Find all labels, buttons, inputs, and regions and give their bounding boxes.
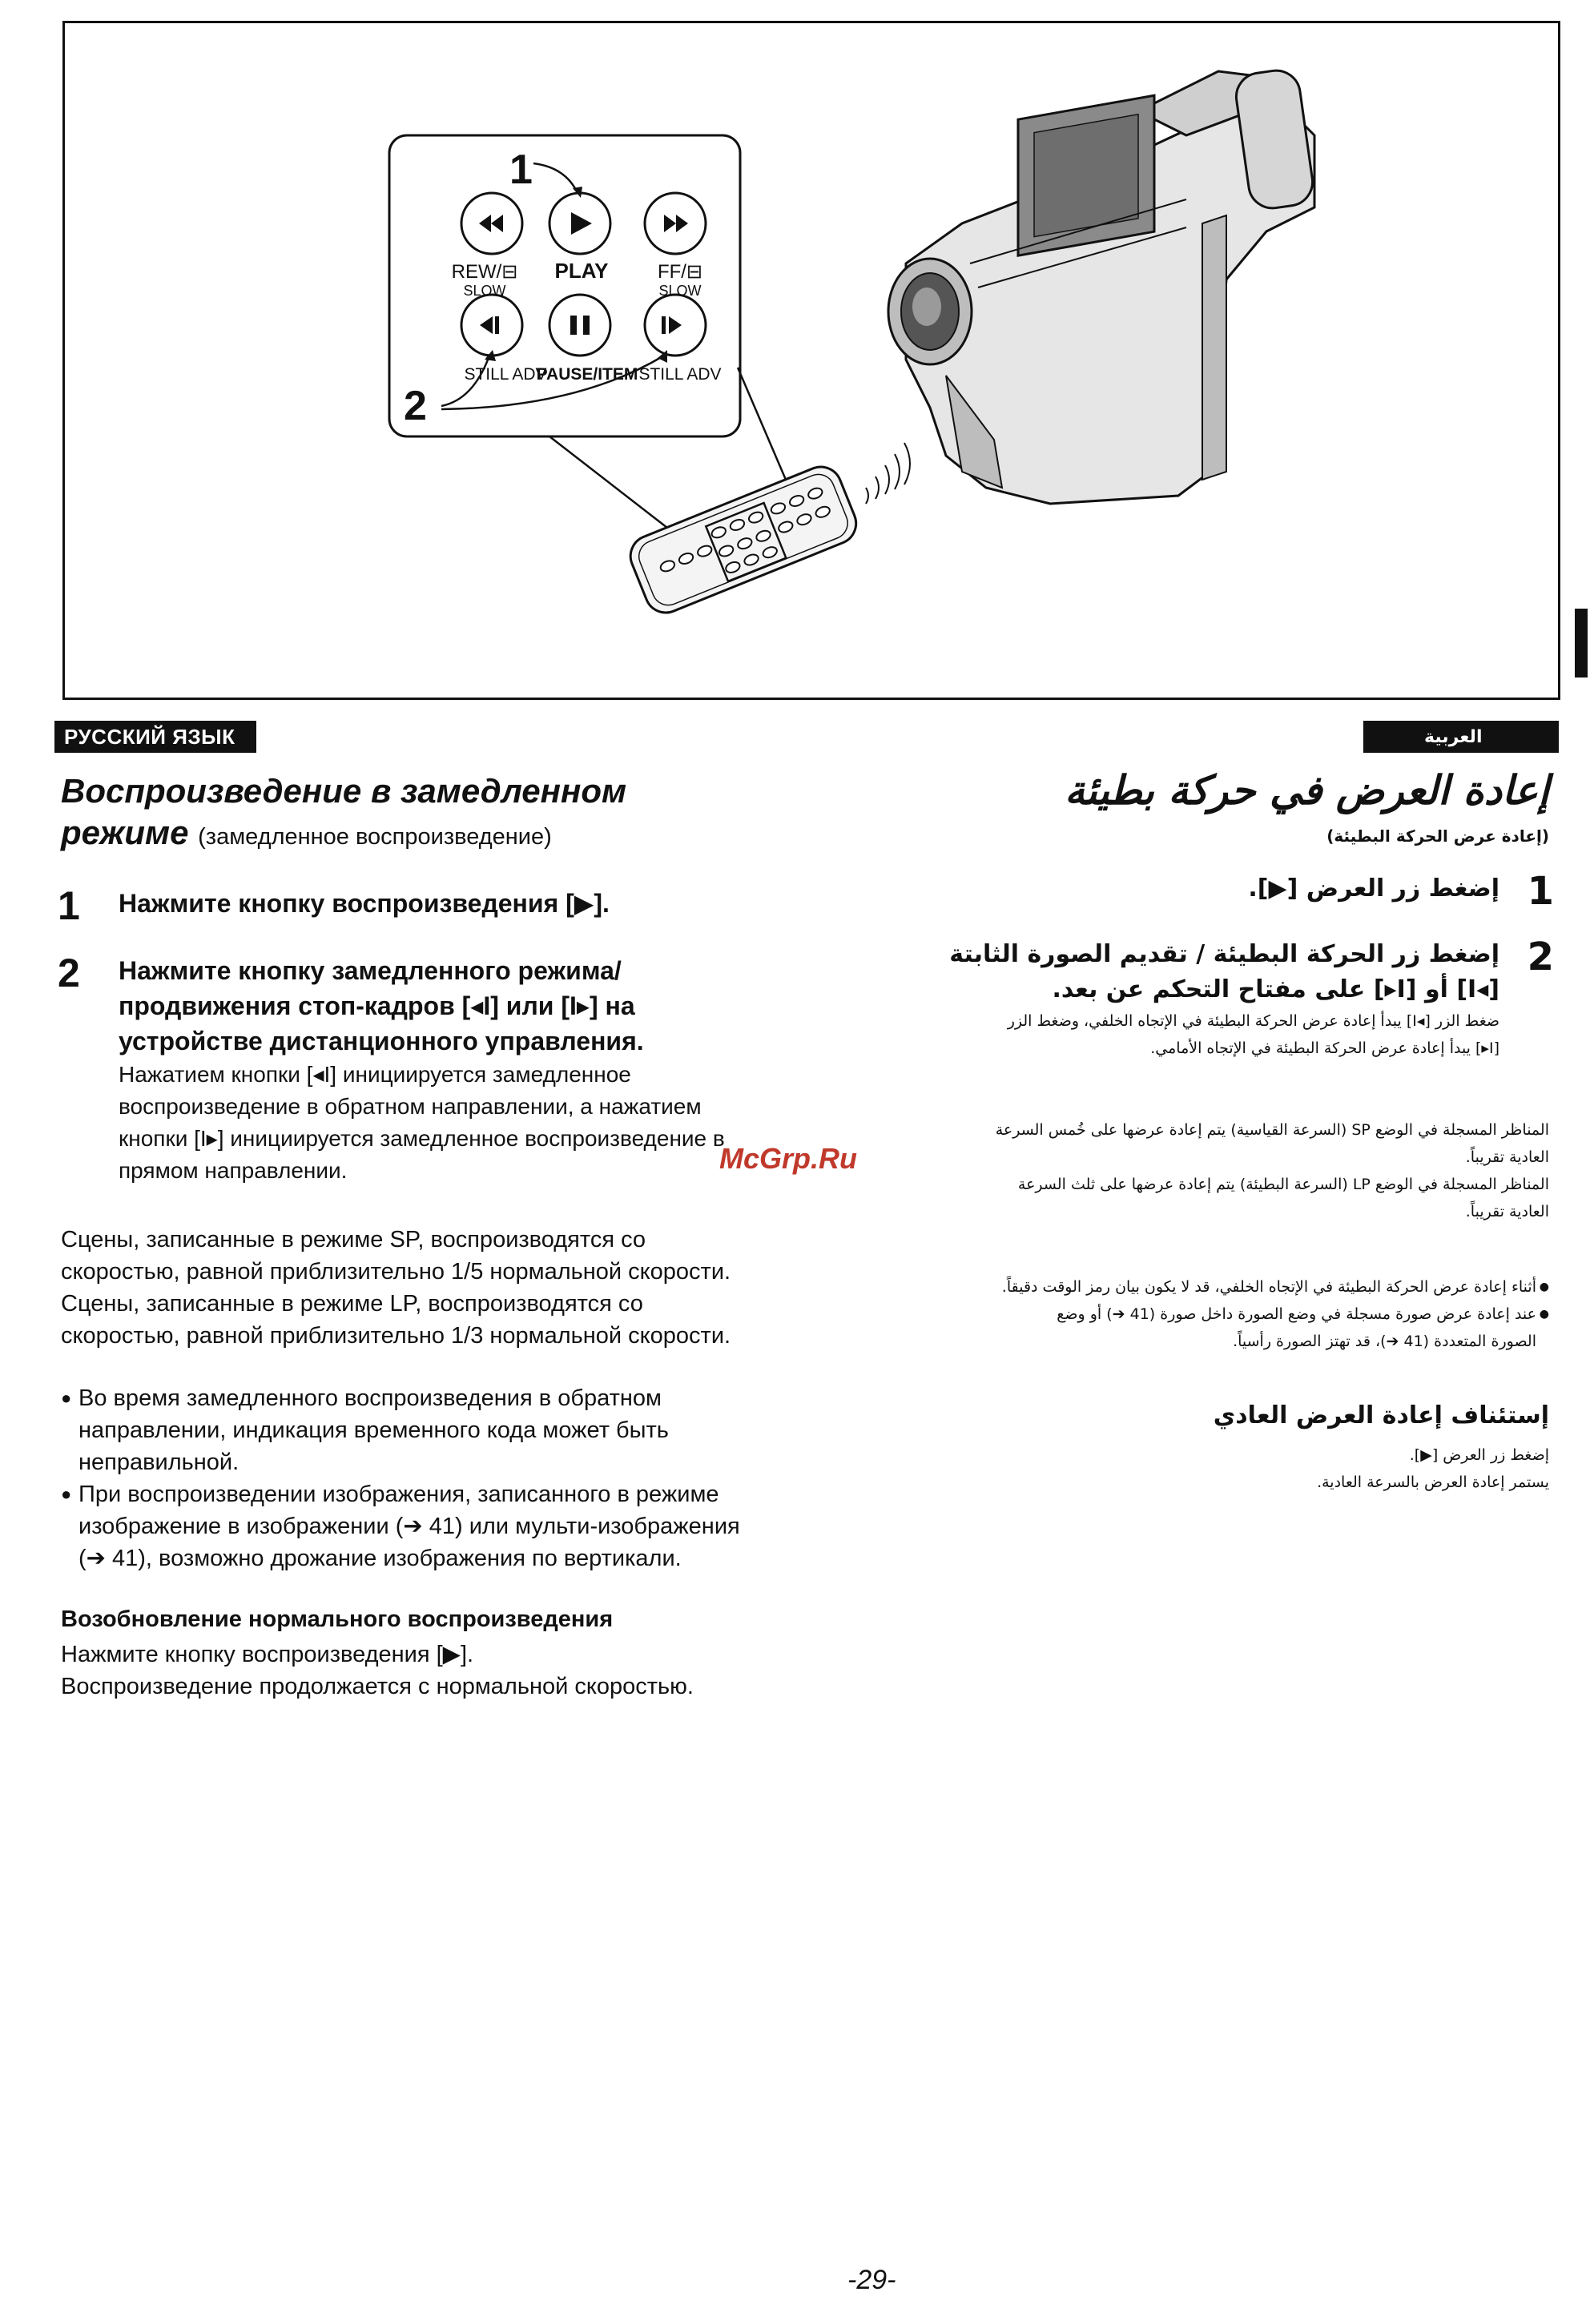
remote-camera-illustration: [65, 23, 1558, 698]
ff-label: FF/⊟: [657, 261, 703, 283]
ar-step-1: 1 إضغط زر العرض [▶].: [1248, 869, 1554, 914]
ar-bullet-1: ● أثناء إعادة عرض الحركة البطيئة في الإتجاه الخلفي، قد لا يكون بيان رمز الوقت دقيقاً.: [892, 1273, 1549, 1301]
page-edge-tab: [1575, 609, 1588, 677]
ru-title-subtitle: (замедленное воспроизведение): [198, 824, 552, 850]
ar-section-title: إعادة العرض في حركة بطيئة: [1065, 767, 1549, 814]
rew-button-icon: [461, 193, 522, 254]
play-button-icon: [549, 193, 610, 254]
ar-resume-text: إضغط زر العرض [▶]. يستمر إعادة العرض بالسرعة العادية.: [1317, 1446, 1549, 1491]
callout-1: 1: [509, 147, 533, 193]
ru-bullet-notes: [61, 1382, 862, 1574]
ar-step-2: 2 إضغط زر الحركة البطيئة / تقديم الصورة الثابتة [◂I] أو [I▸] على مفتاح التحكم عن بعد. ضغط الزر [◂I] يبدأ إعادة عرض الحركة البطيئة في الإتجاه الخلفي، وضغط الزر [I▸] يبدأ إعادة عرض الحركة البطيئة في الإتجاه الأمامي.: [949, 935, 1554, 1057]
camcorder-icon: [888, 67, 1315, 504]
ru-step-2: 2 Нажмите кнопку замедленного режима/ продвижения стоп-кадров [◂I] или [I▸] на устройстве дистанционного управления. Нажатием кнопки [◂I] инициируется замедленное воспроизведение в обратном направлении, а нажатием кнопки [I▸] инициируется замедленное воспроизведение в прямом направлении.: [58, 951, 725, 1183]
watermark: McGrp.Ru: [719, 1142, 858, 1175]
ru-bullet-2: ● При воспроизведении изображения, записанного в режиме изображение в изображении (➔ 41) или мульти-изображения (➔ 41), возможно дрожание изображения по вертикали.: [61, 1478, 862, 1574]
ru-section-title: Воспроизведение в замедленном режиме (замедленное воспроизведение): [61, 772, 627, 851]
ff-button-icon: [645, 193, 706, 254]
ar-bullet-notes: [892, 1273, 1549, 1355]
button-inset: [389, 135, 740, 436]
ar-resume-heading: إستئناف إعادة العرض العادي: [1213, 1401, 1549, 1429]
ru-bullet-1: ● Во время замедленного воспроизведения в обратном направлении, индикация временного кода может быть неправильной.: [61, 1382, 862, 1478]
ar-speed-note: المناظر المسجلة في الوضع SP (السرعة القياسية) يتم إعادة عرضها على خُمس السرعة العادية تقريباً. المناظر المسجلة في الوضع LP (السرعة البطيئة) يتم إعادة عرضها على ثلث السرعة العادية تقريباً.: [995, 1121, 1549, 1220]
ru-resume-text: Нажмите кнопку воспроизведения [▶]. Воспроизведение продолжается с нормальной скоростью.: [61, 1642, 694, 1699]
pause-label: PAUSE/ITEM: [536, 365, 638, 384]
remote-control-icon: [624, 460, 862, 619]
rew-label: REW/⊟: [451, 261, 518, 283]
play-label: PLAY: [554, 259, 609, 283]
pause-button-icon: [549, 295, 610, 356]
infrared-signal-icon: [866, 443, 910, 504]
slow-right-label: SLOW: [658, 283, 702, 299]
ar-section-subtitle: (إعادة عرض الحركة البطيئة): [1326, 826, 1549, 846]
slow-left-label: SLOW: [463, 283, 506, 299]
still-adv-left-label: STILL ADV: [464, 365, 547, 384]
ar-bullet-2: ● عند إعادة عرض صورة مسجلة في وضع الصورة داخل صورة (41 ➔) أو وضع الصورة المتعددة (41 ➔)، قد تهتز الصورة رأسياً.: [892, 1301, 1549, 1355]
page-number: -29-: [847, 2265, 896, 2295]
ru-step-1: 1 Нажмите кнопку воспроизведения [▶].: [58, 883, 610, 928]
ru-speed-note: Сцены, записанные в режиме SP, воспроизводятся со скоростью, равной приблизительно 1/5 нормальной скорости. Сцены, записанные в режиме LP, воспроизводятся со скоростью, равной приблизительно 1/3 нормальной скорости.: [61, 1227, 731, 1349]
slow-reverse-button-icon: [461, 295, 522, 356]
callout-2: 2: [404, 383, 427, 429]
still-adv-right-label: STILL ADV: [638, 365, 722, 384]
ru-resume-heading: Возобновление нормального воспроизведения: [61, 1606, 614, 1632]
arabic-language-tag: العربية: [1363, 721, 1559, 753]
illustration-frame: [62, 21, 1560, 700]
slow-forward-button-icon: [645, 295, 706, 356]
russian-language-tag: РУССКИЙ ЯЗЫК: [54, 721, 256, 753]
